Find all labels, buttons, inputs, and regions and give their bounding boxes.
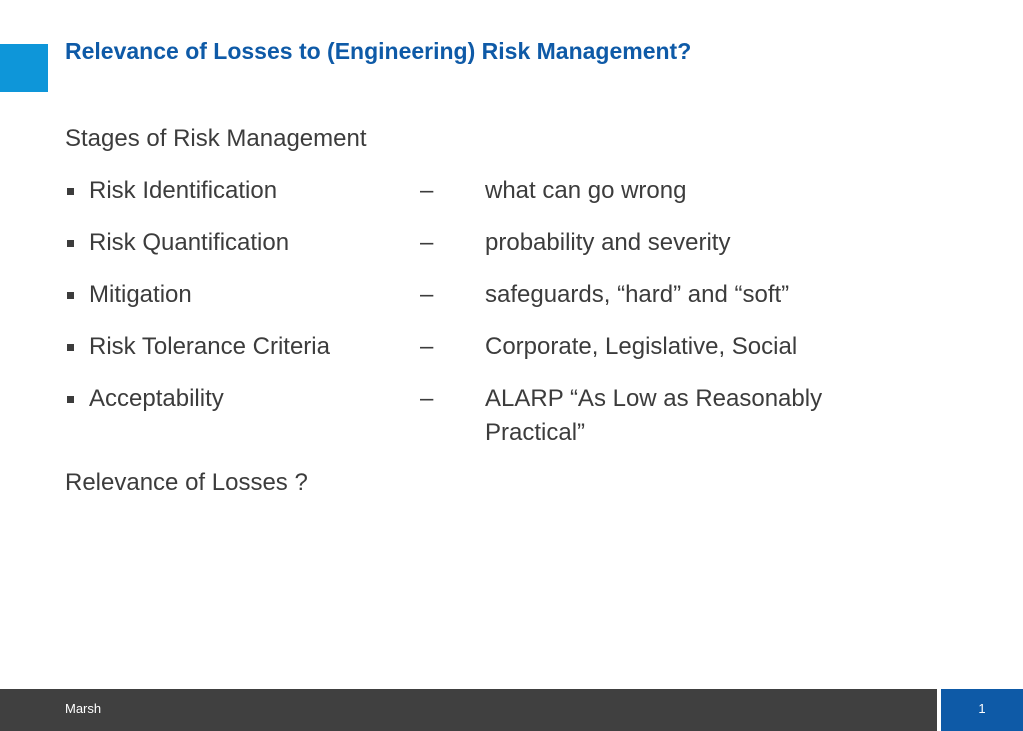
page-number-box [941, 689, 1023, 731]
stage-row-mitigation [65, 278, 965, 312]
stage-dash: – [420, 281, 434, 308]
stage-dash: – [420, 229, 434, 256]
slide-title: Relevance of Losses to (Engineering) Risk Management? [65, 38, 692, 64]
stage-description: ALARP “As Low as Reasonably Practical” [485, 385, 823, 446]
bullet-icon [67, 240, 74, 247]
stage-row-acceptability [65, 382, 965, 450]
stage-description: Corporate, Legislative, Social [485, 333, 798, 360]
footer-company: Marsh [65, 701, 102, 716]
stage-row-risk-quantification [65, 226, 965, 260]
stage-dash: – [420, 333, 434, 360]
stage-dash: – [420, 385, 434, 412]
bullet-icon [67, 292, 74, 299]
bullet-icon [67, 344, 74, 351]
stage-description: what can go wrong [485, 177, 687, 204]
bullet-icon [67, 188, 74, 195]
stage-name: Risk Identification [89, 177, 278, 204]
stage-description: safeguards, “hard” and “soft” [485, 281, 790, 308]
stage-row-risk-tolerance-criteria [65, 330, 965, 364]
stage-name: Mitigation [89, 281, 192, 308]
bullet-icon [67, 396, 74, 403]
stages-heading: Stages of Risk Management [65, 125, 367, 152]
stage-name: Acceptability [89, 385, 224, 412]
stage-dash: – [420, 177, 434, 204]
stage-name: Risk Tolerance Criteria [89, 333, 330, 360]
slide-body [65, 122, 965, 518]
footer-bar [0, 689, 937, 731]
stage-name: Risk Quantification [89, 229, 290, 256]
stage-description: probability and severity [485, 229, 731, 256]
accent-square [0, 44, 48, 92]
stage-row-risk-identification [65, 174, 965, 208]
page-number: 1 [978, 701, 986, 716]
closing-question: Relevance of Losses ? [65, 469, 308, 496]
